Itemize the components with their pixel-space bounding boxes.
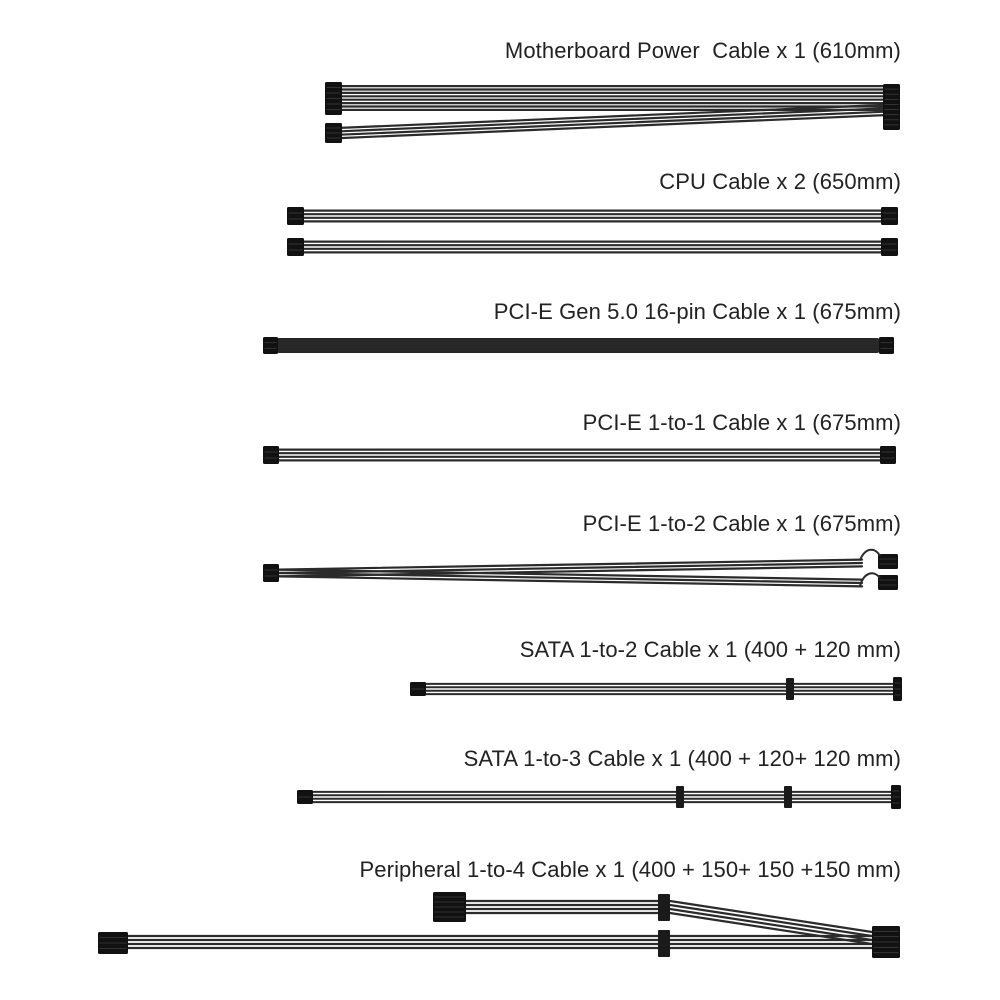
connector — [878, 554, 898, 569]
pcie-gen5-cable-image — [263, 337, 894, 354]
label-sata-1to3-cable: SATA 1-to-3 Cable x 1 (400 + 120+ 120 mm) — [463, 746, 901, 771]
cpu-cable-image — [287, 207, 898, 256]
pcie-1to2-cable-image — [263, 550, 898, 590]
cable-wire — [340, 108, 885, 131]
connector — [880, 446, 896, 464]
connector — [263, 564, 279, 582]
motherboard-cable-image — [325, 82, 900, 143]
cable-comb — [786, 678, 794, 700]
cable-loop — [860, 550, 880, 560]
label-pcie-1to2-cable: PCI-E 1-to-2 Cable x 1 (675mm) — [582, 511, 901, 536]
connector — [263, 337, 278, 354]
label-pcie-1to1-cable: PCI-E 1-to-1 Cable x 1 (675mm) — [582, 410, 901, 435]
cable-loop — [860, 573, 880, 586]
peripheral-1to4-cable-image — [98, 892, 900, 958]
label-peripheral-1to4-cable: Peripheral 1-to-4 Cable x 1 (400 + 150+ 150 +150 mm) — [359, 857, 901, 882]
connector — [879, 337, 894, 354]
cable-wire — [340, 112, 885, 135]
label-sata-1to2-cable: SATA 1-to-2 Cable x 1 (400 + 120 mm) — [519, 637, 901, 662]
sata-1to2-cable-image — [410, 677, 902, 701]
cable-wire — [670, 901, 872, 932]
cable-comb — [658, 930, 670, 957]
connector — [883, 84, 900, 130]
cable-wire — [670, 905, 872, 936]
label-cpu-cable: CPU Cable x 2 (650mm) — [659, 169, 901, 194]
pcie-1to1-cable-image — [263, 446, 896, 464]
connector — [287, 207, 304, 225]
connector — [881, 207, 898, 225]
connector — [263, 446, 279, 464]
cable-comb — [658, 894, 670, 921]
cable-wire — [340, 105, 885, 128]
connector — [878, 575, 898, 590]
label-pcie-gen5-cable: PCI-E Gen 5.0 16-pin Cable x 1 (675mm) — [493, 299, 901, 324]
cable-comb — [784, 786, 792, 808]
connector — [881, 238, 898, 256]
connector — [287, 238, 304, 256]
label-motherboard-cable: Motherboard Power Cable x 1 (610mm) — [504, 38, 901, 63]
sata-1to3-cable-image — [297, 785, 901, 809]
cable-comb — [676, 786, 684, 808]
cable-wire — [340, 115, 885, 138]
